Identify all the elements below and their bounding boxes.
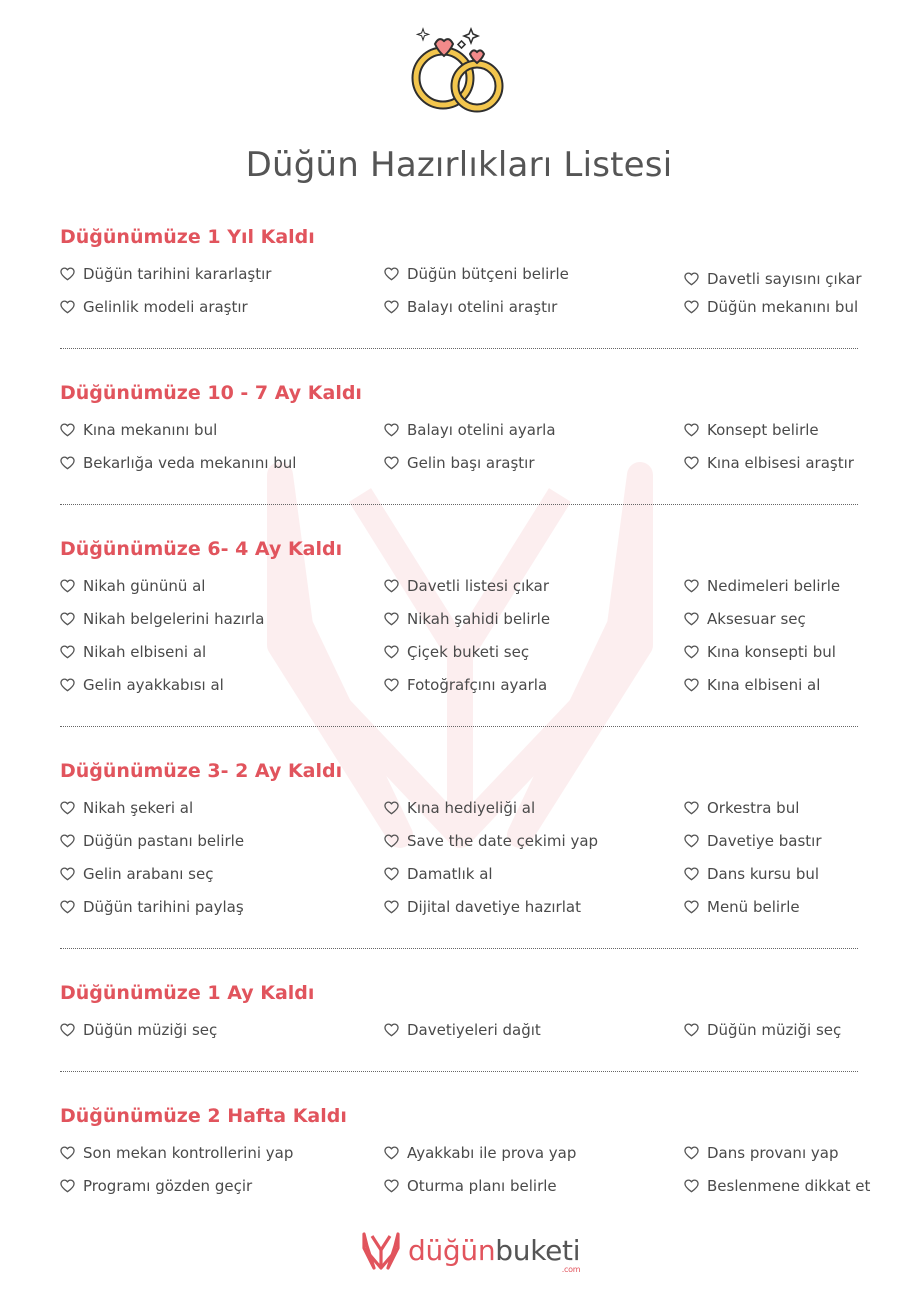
checklist-item[interactable] <box>684 1142 838 1164</box>
checklist-item-label: Dijital davetiye hazırlat <box>407 898 581 916</box>
heart-icon <box>684 456 699 470</box>
checklist-item-label: Kına hediyeliği al <box>407 799 536 817</box>
page-title: Düğün Hazırlıkları Listesi <box>245 145 673 185</box>
checklist-item-label: Fotoğrafçını ayarla <box>407 676 548 694</box>
checklist-item-label: Düğün müziği seç <box>83 1021 218 1039</box>
heart-icon <box>384 579 399 593</box>
heart-icon <box>684 579 699 593</box>
heart-icon <box>684 834 699 848</box>
checklist-item[interactable] <box>60 575 205 597</box>
section-heading: Düğünümüze 10 - 7 Ay Kaldı <box>60 382 362 404</box>
checklist-item-label: Düğün mekanını bul <box>707 298 859 316</box>
checklist-item[interactable] <box>684 608 806 630</box>
checklist-item-label: Kına elbiseni al <box>707 676 821 694</box>
checklist-item[interactable] <box>60 608 264 630</box>
checklist-item[interactable] <box>60 419 217 441</box>
checklist-item[interactable] <box>684 452 854 474</box>
brand-logo <box>360 1228 581 1274</box>
checklist-item-label: Beslenmene dikkat et <box>707 1177 871 1195</box>
heart-icon <box>60 300 75 314</box>
heart-icon <box>684 300 699 314</box>
section-heading: Düğünümüze 3- 2 Ay Kaldı <box>60 760 343 782</box>
checklist-item-label: Menü belirle <box>707 898 800 916</box>
checklist-item-label: Konsept belirle <box>707 421 819 439</box>
heart-icon <box>60 900 75 914</box>
checklist-item[interactable] <box>684 268 862 290</box>
checklist-item[interactable] <box>684 1019 841 1041</box>
section-heading: Düğünümüze 1 Ay Kaldı <box>60 982 315 1004</box>
checklist-item-label: Orkestra bul <box>707 799 800 817</box>
checklist-item[interactable] <box>384 863 493 885</box>
heart-icon <box>60 801 75 815</box>
checklist-item[interactable] <box>384 1175 557 1197</box>
checklist-item[interactable] <box>684 896 800 918</box>
checklist-item[interactable] <box>60 863 213 885</box>
heart-icon <box>384 300 399 314</box>
checklist-item-label: Gelinlik modeli araştır <box>83 298 248 316</box>
checklist-item-label: Düğün tarihini kararlaştır <box>83 265 272 283</box>
checklist-item[interactable] <box>384 1019 541 1041</box>
checklist-item[interactable] <box>60 797 193 819</box>
checklist-item-label: Ayakkabı ile prova yap <box>407 1144 577 1162</box>
checklist-item-label: Düğün müziği seç <box>707 1021 842 1039</box>
checklist-item[interactable] <box>60 1019 217 1041</box>
heart-icon <box>60 678 75 692</box>
section-heading: Düğünümüze 2 Hafta Kaldı <box>60 1105 347 1127</box>
checklist-item-label: Dans kursu bul <box>707 865 820 883</box>
heart-icon <box>60 456 75 470</box>
checklist-item[interactable] <box>384 830 598 852</box>
heart-icon <box>60 834 75 848</box>
section-divider <box>60 726 858 727</box>
checklist-item[interactable] <box>384 1142 576 1164</box>
heart-icon <box>60 612 75 626</box>
checklist-item-label: Düğün pastanı belirle <box>83 832 245 850</box>
checklist-item[interactable] <box>384 575 549 597</box>
checklist-item-label: Dans provanı yap <box>707 1144 839 1162</box>
checklist-item[interactable] <box>684 641 836 663</box>
checklist-item-label: Nikah belgelerini hazırla <box>83 610 265 628</box>
brand-domain-suffix: .com <box>561 1265 581 1274</box>
section-divider <box>60 1071 858 1072</box>
heart-icon <box>60 867 75 881</box>
heart-icon <box>60 267 75 281</box>
checklist-item-label: Davetiyeleri dağıt <box>407 1021 541 1039</box>
checklist-item[interactable] <box>60 263 271 285</box>
checklist-item[interactable] <box>684 674 820 696</box>
heart-icon <box>384 423 399 437</box>
checklist-item-label: Gelin arabanı seç <box>83 865 214 883</box>
checklist-item-label: Kına elbisesi araştır <box>707 454 854 472</box>
section-divider <box>60 504 858 505</box>
heart-icon <box>60 1023 75 1037</box>
checklist-item-label: Son mekan kontrollerini yap <box>83 1144 294 1162</box>
heart-icon <box>384 1179 399 1193</box>
checklist-item-label: Gelin ayakkabısı al <box>83 676 224 694</box>
checklist-item-label: Balayı otelini araştır <box>407 298 558 316</box>
heart-icon <box>384 456 399 470</box>
heart-icon <box>384 900 399 914</box>
checklist-item-label: Bekarlığa veda mekanını bul <box>83 454 297 472</box>
heart-icon <box>384 267 399 281</box>
checklist-item[interactable] <box>684 419 819 441</box>
checklist-item[interactable] <box>60 1142 293 1164</box>
checklist-item-label: Damatlık al <box>407 865 493 883</box>
checklist-item[interactable] <box>684 296 858 318</box>
checklist-item[interactable] <box>60 830 244 852</box>
heart-icon <box>384 801 399 815</box>
checklist-item[interactable] <box>384 641 529 663</box>
heart-icon <box>684 612 699 626</box>
checklist-item[interactable] <box>684 863 819 885</box>
section-heading: Düğünümüze 1 Yıl Kaldı <box>60 226 315 248</box>
checklist-item[interactable] <box>60 296 248 318</box>
checklist-item-label: Çiçek buketi seç <box>407 643 530 661</box>
brand-wordmark-part1: düğün <box>408 1234 496 1267</box>
checklist-item[interactable] <box>684 1175 870 1197</box>
heart-icon <box>684 1146 699 1160</box>
checklist-item-label: Oturma planı belirle <box>407 1177 557 1195</box>
checklist-item[interactable] <box>384 419 556 441</box>
heart-icon <box>384 1023 399 1037</box>
heart-icon <box>684 900 699 914</box>
heart-icon <box>384 645 399 659</box>
heart-icon <box>60 1146 75 1160</box>
section-divider <box>60 348 858 349</box>
checklist-item[interactable] <box>60 674 224 696</box>
checklist-item-label: Nikah gününü al <box>83 577 206 595</box>
heart-icon <box>684 1179 699 1193</box>
checklist-item[interactable] <box>384 896 581 918</box>
heart-icon <box>684 1023 699 1037</box>
checklist-item-label: Nikah şahidi belirle <box>407 610 551 628</box>
heart-icon <box>684 801 699 815</box>
section-heading: Düğünümüze 6- 4 Ay Kaldı <box>60 538 343 560</box>
heart-icon <box>684 272 699 286</box>
checklist-item-label: Nikah elbiseni al <box>83 643 207 661</box>
checklist-item[interactable] <box>384 452 535 474</box>
checklist-item-label: Save the date çekimi yap <box>407 832 599 850</box>
checklist-item[interactable] <box>384 263 569 285</box>
checklist-item-label: Davetli listesi çıkar <box>407 577 550 595</box>
checklist-item-label: Balayı otelini ayarla <box>407 421 556 439</box>
brand-wordmark <box>408 1234 581 1274</box>
heart-icon <box>60 423 75 437</box>
heart-icon <box>384 1146 399 1160</box>
checklist-item-label: Kına konsepti bul <box>707 643 836 661</box>
checklist-item[interactable] <box>60 641 206 663</box>
checklist-item[interactable] <box>684 830 822 852</box>
checklist-item-label: Düğün bütçeni belirle <box>407 265 569 283</box>
checklist-item-label: Davetiye bastır <box>707 832 822 850</box>
checklist-item[interactable] <box>384 674 547 696</box>
checklist-item[interactable] <box>684 575 840 597</box>
heart-icon <box>384 834 399 848</box>
rings-icon <box>407 26 511 116</box>
checklist-item-label: Nikah şekeri al <box>83 799 194 817</box>
checklist-item[interactable] <box>684 797 799 819</box>
heart-icon <box>60 645 75 659</box>
heart-icon <box>684 423 699 437</box>
checklist-item[interactable] <box>384 296 557 318</box>
heart-icon <box>384 867 399 881</box>
checklist-item[interactable] <box>60 1175 252 1197</box>
checklist-item-label: Kına mekanını bul <box>83 421 218 439</box>
heart-icon <box>60 1179 75 1193</box>
heart-icon <box>384 612 399 626</box>
checklist-item-label: Düğün tarihini paylaş <box>83 898 244 916</box>
checklist-item[interactable] <box>60 896 244 918</box>
heart-icon <box>684 645 699 659</box>
checklist-item[interactable] <box>60 452 296 474</box>
brand-wordmark-part2: buketi <box>495 1234 581 1267</box>
checklist-item[interactable] <box>384 797 535 819</box>
heart-icon <box>684 867 699 881</box>
checklist-item[interactable] <box>384 608 550 630</box>
checklist-item-label: Gelin başı araştır <box>407 454 535 472</box>
heart-icon <box>60 579 75 593</box>
checklist-item-label: Davetli sayısını çıkar <box>707 270 862 288</box>
tulip-logo-icon <box>360 1230 402 1272</box>
heart-icon <box>684 678 699 692</box>
section-divider <box>60 948 858 949</box>
checklist-item-label: Nedimeleri belirle <box>707 577 841 595</box>
checklist-item-label: Aksesuar seç <box>707 610 806 628</box>
checklist-item-label: Programı gözden geçir <box>83 1177 253 1195</box>
heart-icon <box>384 678 399 692</box>
